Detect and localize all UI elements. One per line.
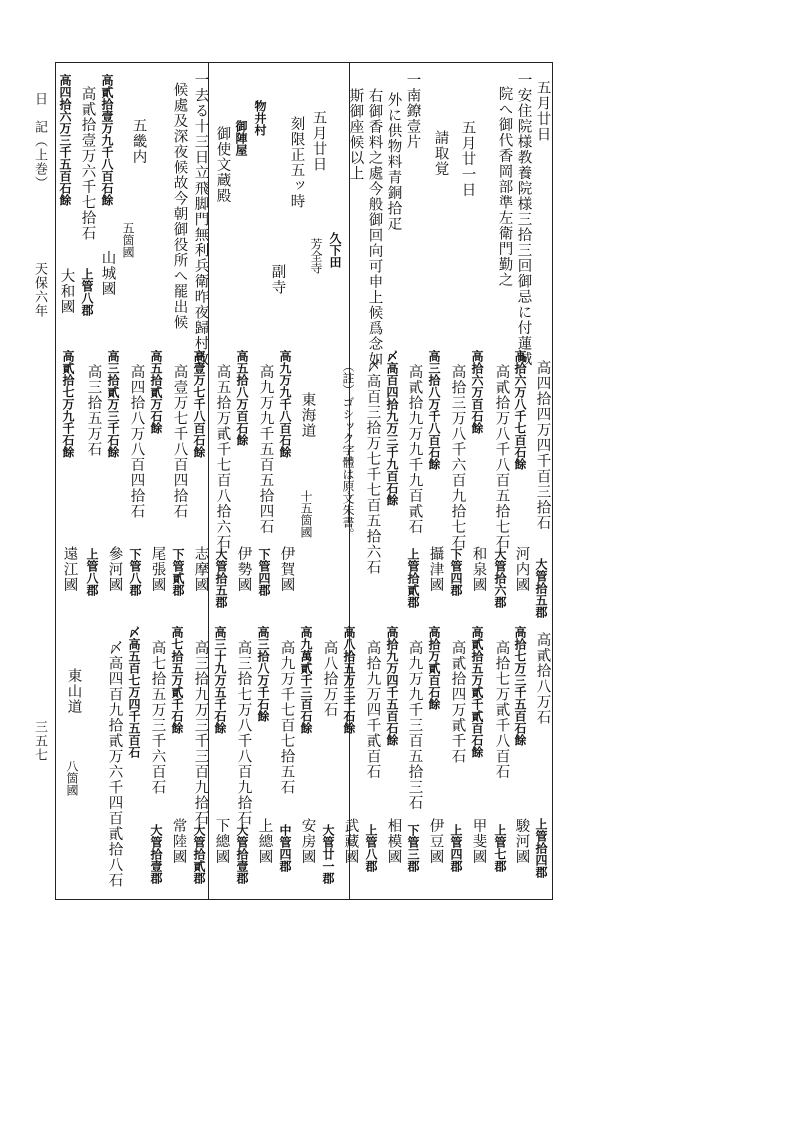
text-line: 候處及深夜候故今朝御役所へ罷出候 — [171, 82, 188, 330]
text-line: 高三拾七万八千八百九拾石 — [235, 640, 252, 826]
text-line: 下管四郡 — [449, 548, 463, 596]
text-line: 高九萬貳千三百石餘 — [299, 626, 313, 734]
text-line: 高九万九千八百石餘 — [278, 350, 292, 458]
text-line: 高八拾万石 — [321, 640, 338, 718]
text-line: 〆高四百九拾貳万六千四百貳拾八石 — [106, 640, 123, 888]
text-line: 上管拾四郡 — [534, 818, 548, 878]
text-line: 武藏國 — [342, 818, 359, 865]
text-line: 遠江國 — [61, 546, 78, 593]
text-line: 院へ御代香岡部準左衛門勤之 — [496, 86, 513, 288]
text-line: 御陣屋 — [234, 120, 248, 156]
text-line: 高三拾八万千石餘 — [256, 626, 270, 722]
text-line: 高拾七万貳千八百石 — [493, 640, 510, 780]
text-line: 五月廿日 — [534, 80, 551, 142]
text-line: 河内國 — [513, 546, 530, 593]
text-line: 〆高百三拾万七千七百五拾六石 — [364, 358, 381, 575]
text-line: 大管廿一郡 — [321, 824, 335, 884]
text-line: 山城國 — [99, 250, 116, 297]
text-line: 高三十九万五千石餘 — [213, 626, 227, 734]
text-line: 高三拾九万三千三百九拾石 — [192, 640, 209, 826]
text-line: 攝津國 — [427, 546, 444, 593]
text-line: 芳全寺 — [309, 238, 323, 274]
text-line: 斯御座候以上 — [347, 88, 364, 181]
text-line: 上管八郡 — [85, 548, 99, 596]
text-line: 高貳拾四万貳千石 — [449, 640, 466, 764]
text-line: 高貳拾八万石 — [534, 632, 551, 725]
text-line: 東山道 — [65, 668, 82, 715]
text-line: 高拾万貳百石餘 — [427, 626, 441, 710]
text-line: 高拾九万四千貳百石 — [364, 640, 381, 780]
text-line: 高九万九千三百五拾三石 — [406, 640, 423, 811]
text-line: 上總國 — [256, 818, 273, 865]
text-line: 高九万九千五百五拾四石 — [257, 364, 274, 535]
text-line: 高七拾五万貳千石餘 — [170, 626, 184, 734]
text-line: 下總國 — [213, 818, 230, 865]
text-line: 參河國 — [106, 546, 123, 593]
text-line: 下管三郡 — [406, 824, 420, 872]
text-line: 伊賀國 — [278, 546, 295, 593]
text-line: 伊勢國 — [235, 546, 252, 593]
text-line: 一安住院様教養院様三拾三回御忌に付蓮城 — [515, 72, 532, 367]
text-line: 十五箇國 — [299, 490, 313, 538]
text-line: 高貳拾五万貳千貳百石餘 — [470, 626, 484, 758]
text-line: 大管拾貳郡 — [192, 824, 206, 884]
text-line: 副寺 — [269, 264, 286, 295]
text-line: 刻限正五ッ時 — [288, 116, 305, 209]
text-line: 高四拾六万三千五百石餘 — [58, 74, 72, 206]
text-line: 高壹万七千八百石餘 — [192, 350, 206, 458]
text-line: 〆高百四拾九万三千九百石餘 — [385, 350, 399, 506]
text-line: 高八拾五万三千石餘 — [342, 626, 356, 734]
text-line: 伊豆國 — [427, 818, 444, 865]
text-line: 大管拾五郡 — [534, 558, 548, 618]
text-line: 下管四郡 — [257, 548, 271, 596]
book-title: 日 記（上巻） — [32, 92, 47, 190]
text-line: 高四拾四万四千百三拾石 — [534, 360, 551, 531]
text-line: 高貳拾壹万九千八百石餘 — [100, 74, 114, 206]
text-line: 右御香料之處今般御回向可申上候爲念如 — [366, 88, 383, 367]
text-line: 高五拾八万百石餘 — [235, 350, 249, 446]
page-number: 三五七 — [32, 720, 47, 762]
text-line: 久下田 — [328, 232, 342, 268]
text-line: 安房國 — [299, 818, 316, 865]
text-line: 駿河國 — [513, 818, 530, 865]
text-line: 上管八郡 — [364, 824, 378, 872]
text-line: 五箇國 — [121, 222, 135, 258]
text-line: 大管拾五郡 — [214, 548, 228, 608]
text-line: 高貳拾九万九千九百貳石 — [406, 364, 423, 535]
text-line: 高三拾五万石 — [85, 364, 102, 457]
text-line: 上管八郡 — [80, 268, 94, 316]
text-line: （註）ゴシック字體は原文朱書。 — [341, 360, 355, 540]
text-line: 高壹万七千八百四拾石 — [171, 364, 188, 519]
text-line: 大管拾六郡 — [493, 548, 507, 608]
text-line: 高五拾万貳千七百八拾六石 — [214, 364, 231, 550]
text-line: 高拾三万八千六百九拾七石 — [449, 364, 466, 550]
text-line: 上管拾貳郡 — [406, 548, 420, 608]
text-line: 物井村 — [253, 100, 267, 136]
text-line: 八箇國 — [65, 760, 79, 796]
text-line: 高拾六万八千七百石餘 — [513, 350, 527, 470]
text-line: 五畿内 — [130, 118, 147, 165]
text-line: 尾張國 — [149, 546, 166, 593]
text-line: 高四拾八万八百四拾石 — [128, 364, 145, 519]
text-line: 常陸國 — [170, 818, 187, 865]
text-line: 中管四郡 — [278, 824, 292, 872]
text-line: 大管拾壹郡 — [235, 824, 249, 884]
text-line: 高七拾五万三千六百石 — [149, 640, 166, 795]
text-line: 東海道 — [299, 392, 316, 439]
text-line: 高拾六万百石餘 — [470, 350, 484, 434]
text-line: 〆高五百七万四千五百石 — [127, 626, 141, 758]
text-line: 高貳拾壹万六千七拾石 — [79, 86, 96, 241]
text-line: 外に供物料青銅拾疋 — [385, 92, 402, 232]
text-line: 上管七郡 — [493, 824, 507, 872]
text-line: 高九万千七百七拾五石 — [278, 640, 295, 795]
text-line: 甲斐國 — [470, 818, 487, 865]
text-line: 志摩國 — [192, 546, 209, 593]
text-line: 下管貳郡 — [171, 548, 185, 596]
text-line: 五月廿日 — [310, 110, 327, 172]
text-line: 請取覚 — [432, 130, 449, 177]
text-line: 高拾九万四千五百石餘 — [385, 626, 399, 746]
text-line: 大和國 — [58, 268, 75, 315]
text-line: 高拾七万三千五百石餘 — [513, 626, 527, 746]
text-line: 御使文蔵殿 — [214, 126, 231, 204]
text-line: 高五拾貳万石餘 — [149, 350, 163, 434]
text-line: 一去る十三日立飛脚門無利兵衛昨夜歸村致 — [192, 72, 209, 367]
text-line: 一南鐐壹片 — [404, 72, 421, 150]
text-line: 上管四郡 — [449, 824, 463, 872]
text-line: 大管拾壹郡 — [149, 824, 163, 884]
text-line: 下管八郡 — [128, 548, 142, 596]
text-line: 高貳拾七万九千石餘 — [61, 350, 75, 458]
text-line: 高貳拾万八千八百五拾七石 — [493, 364, 510, 550]
text-line: 高三拾八万千八百石餘 — [427, 350, 441, 470]
text-line: 五月廿一日 — [459, 120, 476, 198]
era-label: 天保六年 — [32, 262, 47, 318]
text-line: 高三拾貳万三千石餘 — [106, 350, 120, 458]
text-line: 相模國 — [385, 818, 402, 865]
text-line: 和泉國 — [470, 546, 487, 593]
